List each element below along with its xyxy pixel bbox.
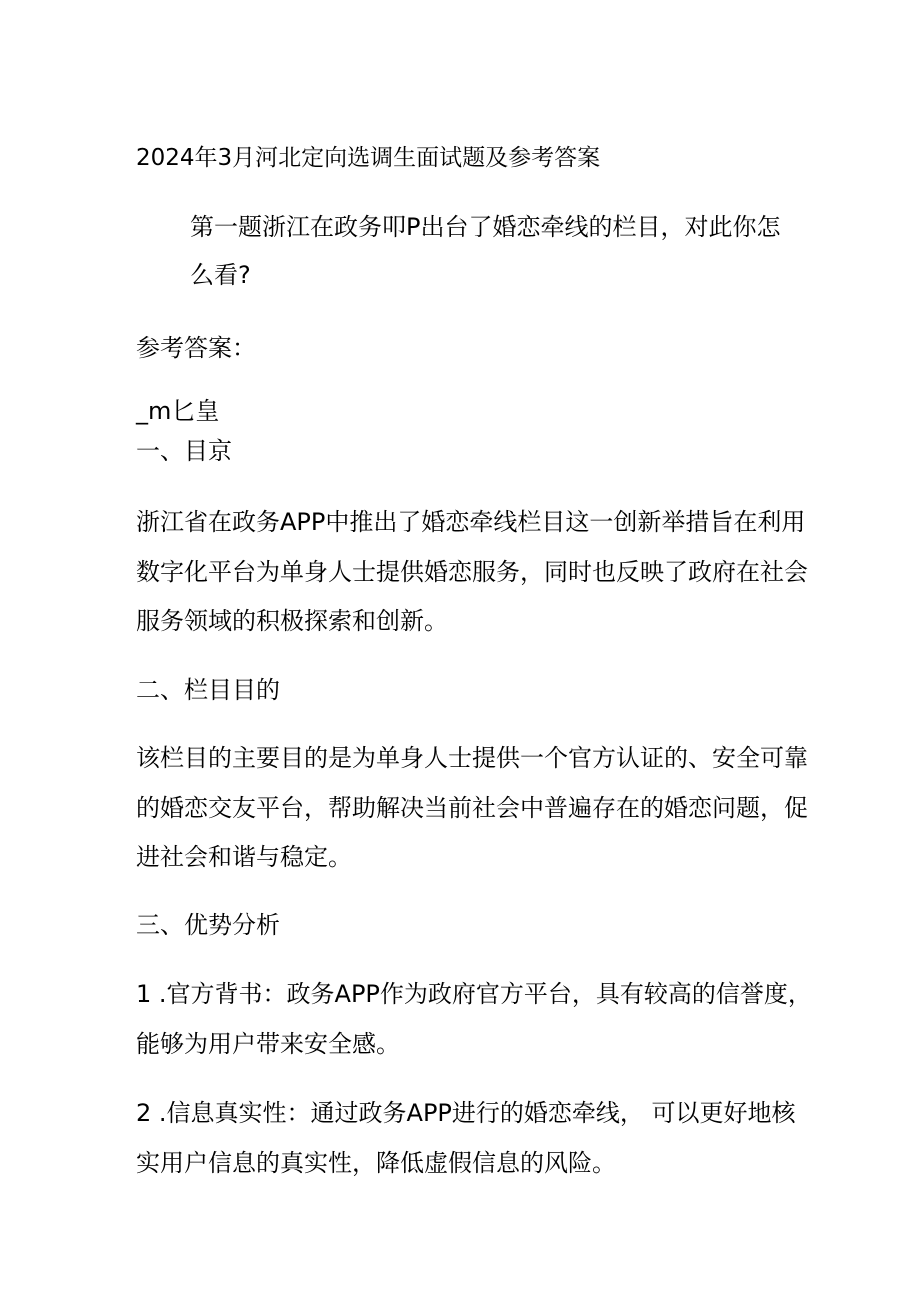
list-item-line: 能够为用户带来安全感。 bbox=[136, 1030, 400, 1058]
paragraph-line: 该栏目的主要目的是为单身人士提供一个官方认证的、安全可靠 bbox=[136, 744, 808, 772]
paragraph-line: 浙江省在政务APP中推出了婚恋牵线栏目这一创新举措旨在利用 bbox=[136, 508, 806, 536]
document-title: 2024年3月河北定向选调生面试题及参考答案 bbox=[136, 145, 601, 171]
list-item-line: 1 .官方背书：政务APP作为政府官方平台，具有较高的信誉度， bbox=[136, 980, 812, 1008]
paragraph-line: 服务领域的积极探索和创新。 bbox=[136, 607, 448, 635]
answer-heading: 参考答案： bbox=[136, 334, 256, 362]
question-line-1: 第一题浙江在政务叩P出台了婚恋牵线的栏目，对此你怎 bbox=[190, 213, 781, 241]
section-heading-purpose: 二、栏目目的 bbox=[136, 676, 280, 704]
paragraph-line: 进社会和谐与稳定。 bbox=[136, 843, 352, 871]
question-line-2: 么看? bbox=[190, 261, 251, 289]
list-item-line: 2 .信息真实性：通过政务APP进行的婚恋牵线， 可以更好地核 bbox=[136, 1099, 796, 1127]
list-item-line: 实用户信息的真实性，降低虚假信息的风险。 bbox=[136, 1149, 616, 1177]
paragraph-line: 的婚恋交友平台，帮助解决当前社会中普遍存在的婚恋问题，促 bbox=[136, 794, 808, 822]
section-heading-background: 一、目京 bbox=[136, 437, 232, 465]
paragraph-line: 数字化平台为单身人士提供婚恋服务，同时也反映了政府在社会 bbox=[136, 558, 808, 586]
section-heading-advantages: 三、优势分析 bbox=[136, 911, 280, 939]
stray-text: _m匕皇 bbox=[136, 397, 220, 425]
